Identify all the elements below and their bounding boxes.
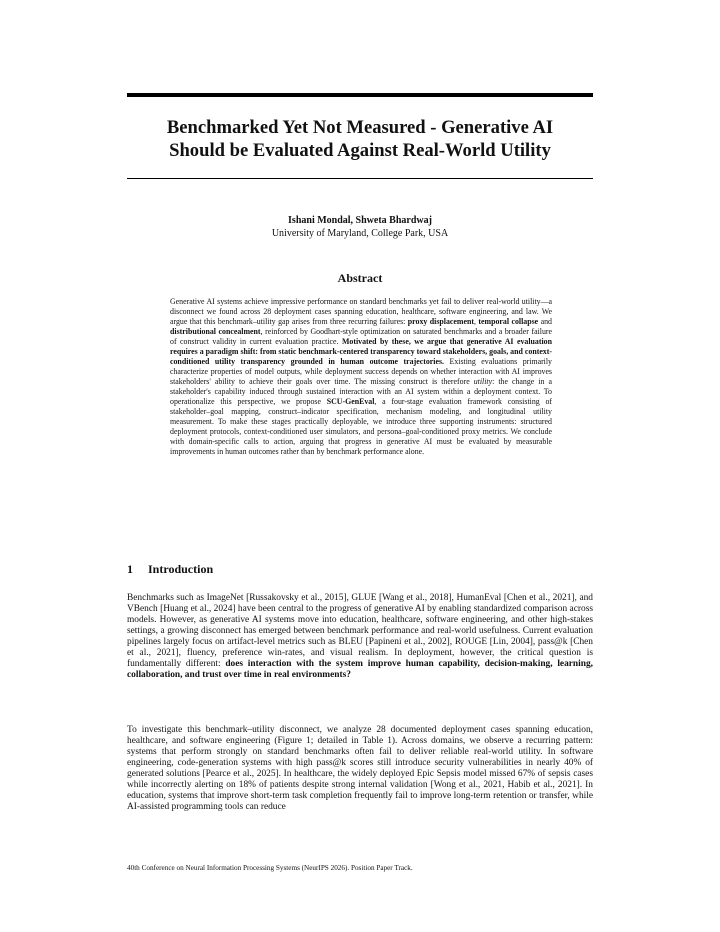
title-line-1: Benchmarked Yet Not Measured - Generative AI <box>166 117 554 138</box>
section-heading-introduction <box>127 562 593 577</box>
paragraph-bold-run: does interaction with the system improve human capability, decision-making, learning, collaboration, and trust over time in real environments? <box>127 659 593 681</box>
paragraph-text-run: To investigate this benchmark–utility disconnect, we analyze 28 documented deployment cases spanning education, healthcare, and software engineering (Figure 1; detailed in Table 1). Across domains, we observe a recurring pattern: systems that perform strongly on standard benchmarks often fail to deliver reliable real-world utility. In software engineering, code-generation systems with high pass@k scores still introduce security vulnerabilities in nearly 40% of generated solutions [Pearce et al., 2025]. In healthcare, the widely deployed Epic Sepsis model missed 67% of sepsis cases while incorrectly alerting on 18% of patients despite strong internal validation [Wong et al., 2021, Habib et al., 2021]. In education, systems that improve short-term task completion frequently fail to improve long-term retention or transfer, while AI-assisted programming tools can reduce <box>127 725 593 813</box>
abstract-text-run: and <box>538 317 552 326</box>
author-affiliation: University of Maryland, College Park, USA <box>271 228 449 239</box>
intro-paragraph-2 <box>127 725 593 813</box>
paper-title <box>127 116 593 162</box>
abstract-text-run: , a four-stage evaluation framework consisting of stakeholder–goal mapping, construct–indicator specification, mechanism modeling, and longitudinal utility measurement. To make these stages practically deployable, we introduce three supporting instruments: structured deployment protocols, context-conditioned user simulators, and persona–goal-conditioned proxy metrics. We conclude with domain-specific calls to action, arguing that progress in generative AI must be evaluated by measurable improvements in human outcomes rather than by benchmark performance alone. <box>170 397 553 456</box>
title-line-2: Should be Evaluated Against Real-World Utility <box>169 140 551 161</box>
title-bottom-rule <box>127 178 593 179</box>
abstract-bold-run: proxy displacement <box>407 317 474 326</box>
author-block <box>127 214 593 240</box>
intro-paragraph-1 <box>127 593 593 681</box>
abstract-text-run: : the change in a stakeholder's capability induced through sustained interaction with an AI system within a deployment context. To operationalize this perspective, we propose <box>170 377 552 406</box>
abstract-italic-run: utility <box>473 377 493 386</box>
author-names: Ishani Mondal, Shweta Bhardwaj <box>288 215 432 226</box>
title-top-rule <box>127 93 593 97</box>
abstract-heading: Abstract <box>337 271 383 285</box>
abstract-text-run: , <box>473 317 479 326</box>
section-number: 1 <box>127 562 133 576</box>
section-title: Introduction <box>148 562 214 576</box>
abstract-bold-run: distributional concealment <box>170 327 261 336</box>
abstract-text-run: Generative AI systems achieve impressive performance on standard benchmarks yet fail to deliver real-world utility—a disconnect we found across 28 deployment cases spanning education, healthcare, software engineering, and law. We argue that this benchmark–utility gap arises from three recurring failures: <box>170 297 552 326</box>
abstract-bold-run: temporal collapse <box>478 317 539 326</box>
abstract-bold-run: Motivated by these, we argue that generative AI evaluation requires a paradigm shift: from static benchmark-centered transparency toward stakeholders, goals, and context-conditioned utility transparency grounded in human outcome trajectories. <box>170 337 552 366</box>
conference-footnote: 40th Conference on Neural Information Processing Systems (NeurIPS 2026). Position Paper Track. <box>127 864 413 872</box>
abstract-text-run: Existing evaluations primarily characterize properties of model outputs, while deployment success depends on whether interaction with AI improves stakeholders' ability to achieve their goals over time. The missing construct is therefore <box>170 357 552 386</box>
abstract-text-run: , reinforced by Goodhart-style optimization on saturated benchmarks and a broader failure of construct validity in current evaluation practice. <box>170 327 552 346</box>
abstract-text <box>170 297 552 457</box>
abstract-bold-run: SCU-GenEval <box>326 397 375 406</box>
paragraph-text-run: Benchmarks such as ImageNet [Russakovsky et al., 2015], GLUE [Wang et al., 2018], HumanEval [Chen et al., 2021], and VBench [Huang et al., 2024] have been central to the progress of generative AI by enabling standardized comparison across models. However, as generative AI systems move into education, healthcare, software engineering, and other high-stakes settings, a growing disconnect has emerged between benchmark performance and real-world usefulness. Current evaluation pipelines largely focus on artifact-level metrics such as BLEU [Papineni et al., 2002], ROUGE [Lin, 2004], pass@k [Chen et al., 2021], fluency, preference win-rates, and visual realism. In deployment, however, the critical question is fundamentally different: <box>127 593 593 670</box>
